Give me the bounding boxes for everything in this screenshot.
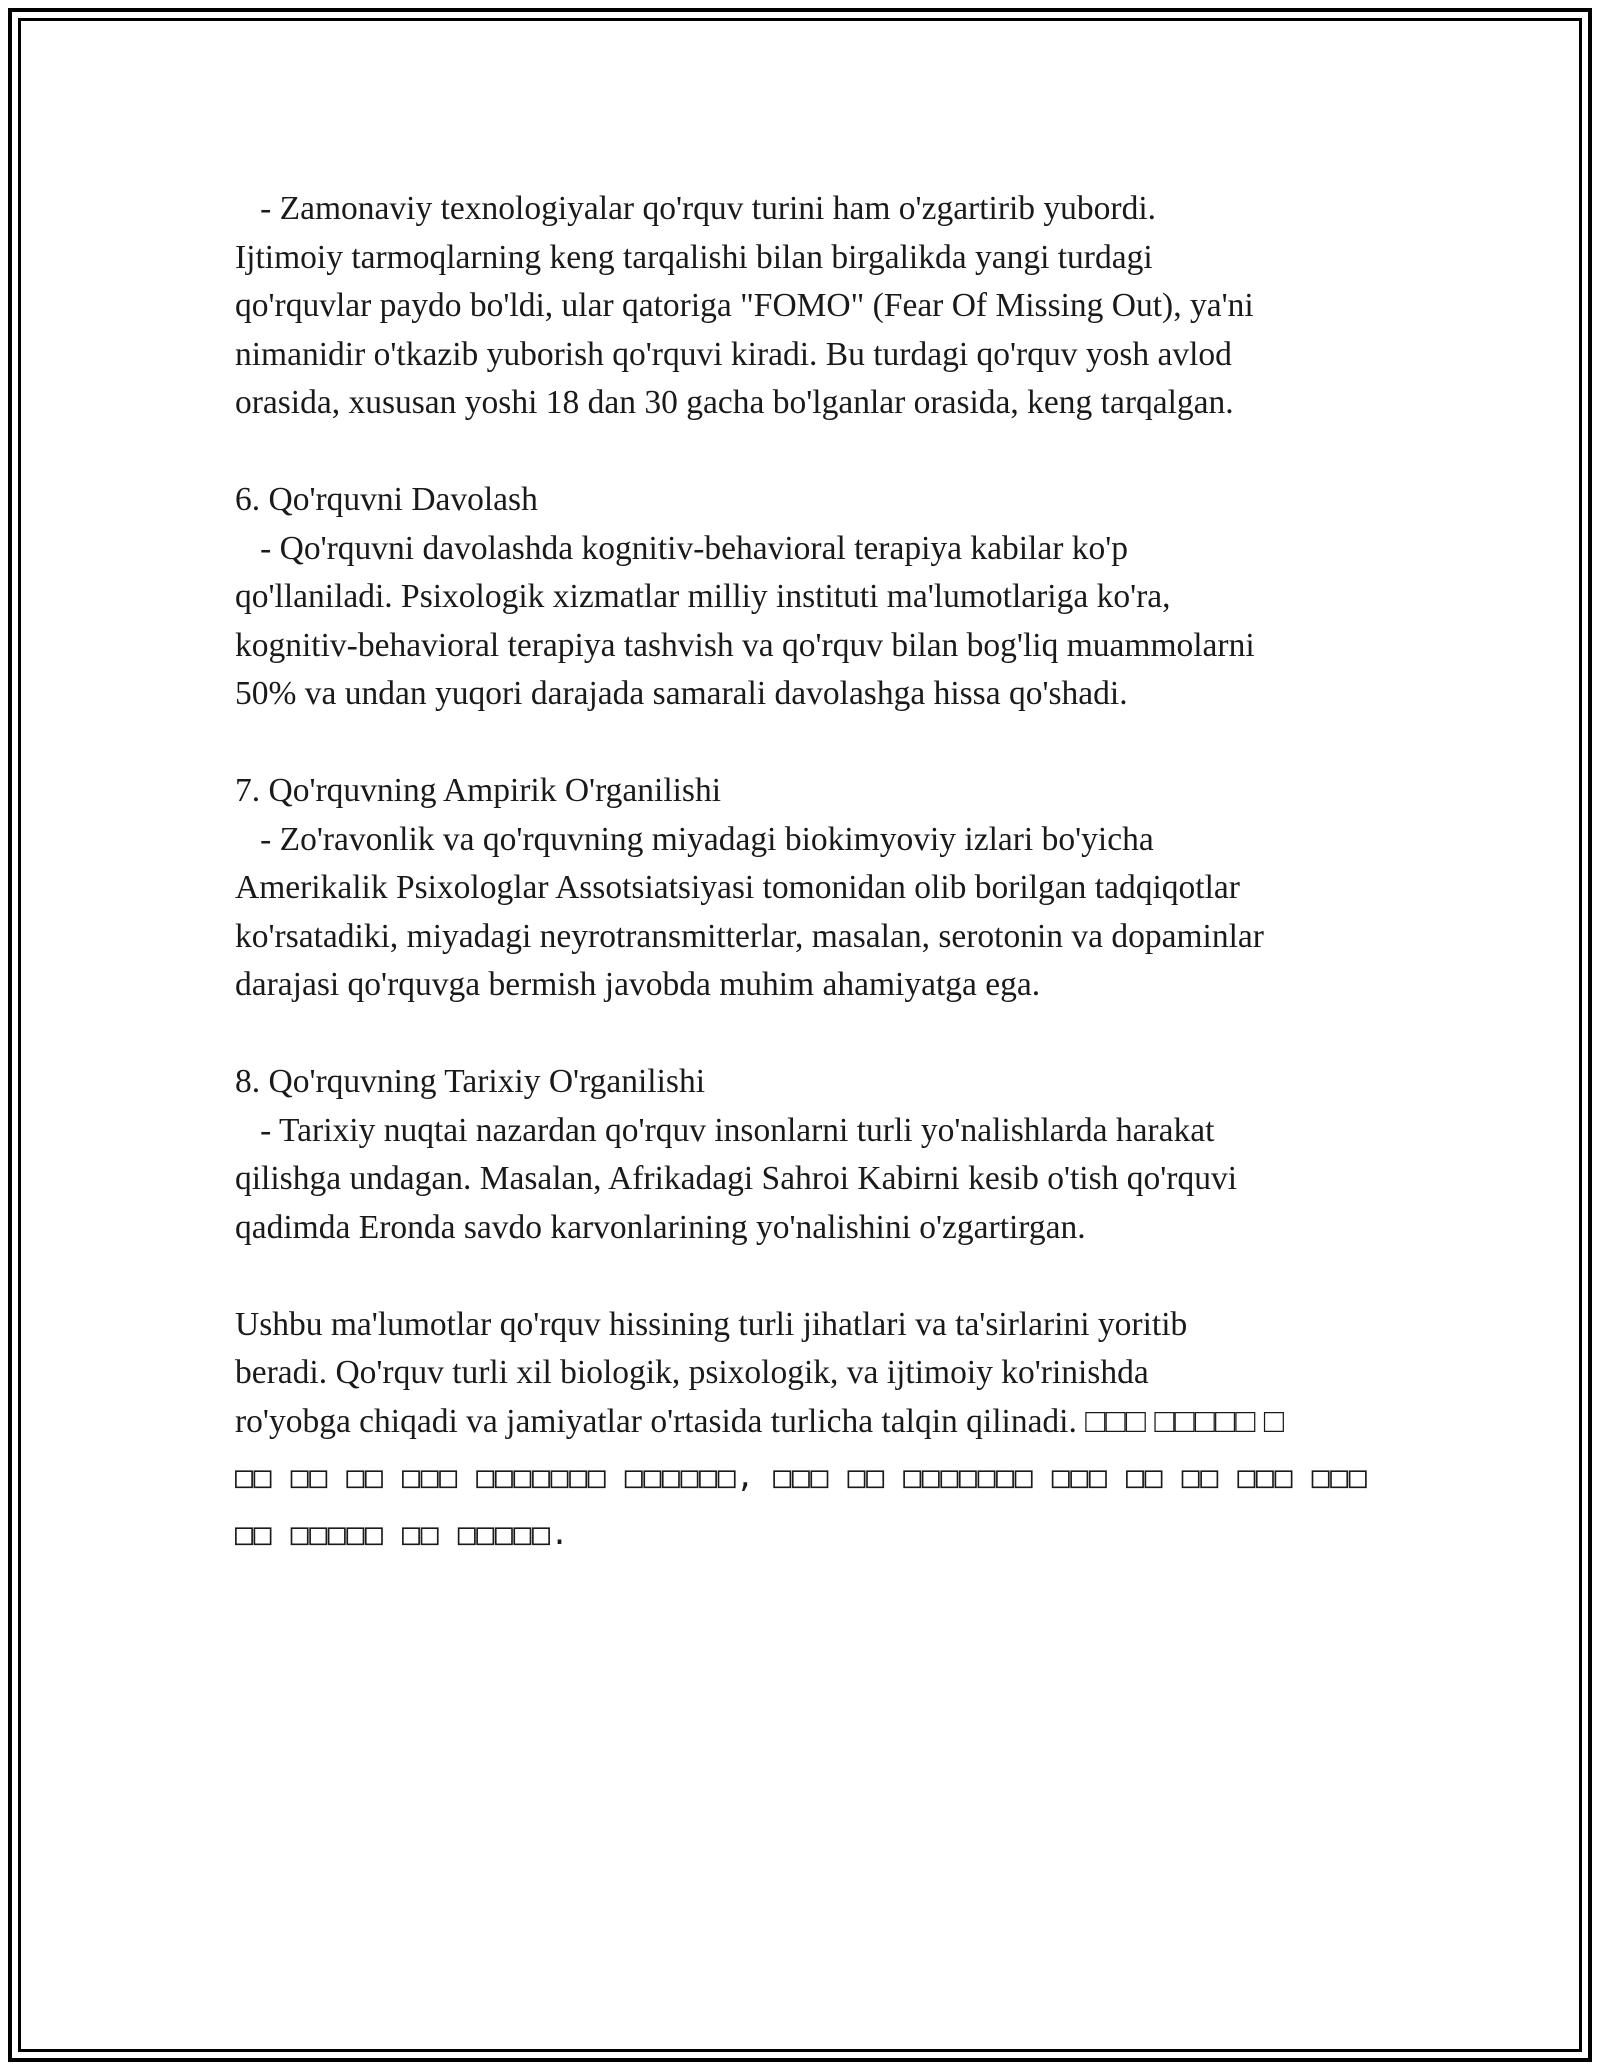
- section-line: - Tarixiy nuqtai nazardan qo'rquv insonlarni turli yo'nalishlarda harakat: [235, 1111, 1215, 1149]
- section-line: qadimda Eronda savdo karvonlarining yo'nalishini o'zgartirgan.: [235, 1208, 1086, 1246]
- section-line: qilishga undagan. Masalan, Afrikadagi Sahroi Kabirni kesib o'tish qo'rquvi: [235, 1160, 1238, 1197]
- intro-line: qo'rquvlar paydo bo'ldi, ular qatoriga "FOMO" (Fear Of Missing Out), ya'ni: [235, 287, 1254, 324]
- section-line: kognitiv-behavioral terapiya tashvish va qo'rquv bilan bog'liq muammolarni: [235, 626, 1255, 664]
- closing-paragraph: [235, 1301, 1368, 1560]
- section-empirical-study: [235, 767, 1365, 1010]
- intro-line: Ijtimoiy tarmoqlarning keng tarqalishi bilan birgalikda yangi turdagi: [235, 238, 1153, 276]
- section-line: qo'llaniladi. Psixologik xizmatlar milliy instituti ma'lumotlariga ko'ra,: [235, 578, 1171, 615]
- section-line: ko'rsatadiki, miyadagi neyrotransmitterlar, masalan, serotonin va dopaminlar: [235, 917, 1264, 955]
- document-body: [235, 185, 1368, 1608]
- closing-line: beradi. Qo'rquv turli xil biologik, psixologik, va ijtimoiy ko'rinishda: [235, 1354, 1149, 1391]
- closing-line: ro'yobga chiqadi va jamiyatlar o'rtasida turlicha talqin qilinadi. □□□ □□□□□ □: [235, 1402, 1285, 1440]
- section-heading: 7. Qo'rquvning Ampirik O'rganilishi: [235, 772, 722, 809]
- section-heading: 8. Qo'rquvning Tarixiy O'rganilishi: [235, 1063, 706, 1100]
- section-line: darajasi qo'rquvga bermish javobda muhim ahamiyatga ega.: [235, 966, 1041, 1003]
- intro-line: - Zamonaviy texnologiyalar qo'rquv turini ham o'zgartirib yubordi.: [235, 190, 1157, 227]
- intro-paragraph: [235, 185, 1365, 428]
- section-treatment: [235, 476, 1365, 719]
- closing-line-missing-glyphs: □□ □□□□□ □□ □□□□□.: [235, 1516, 570, 1552]
- section-line: Amerikalik Psixologlar Assotsiatsiyasi tomonidan olib borilgan tadqiqotlar: [235, 869, 1240, 906]
- closing-line: Ushbu ma'lumotlar qo'rquv hissining turli jihatlari va ta'sirlarini yoritib: [235, 1305, 1188, 1343]
- intro-line: orasida, xususan yoshi 18 dan 30 gacha bo'lganlar orasida, keng tarqalgan.: [235, 384, 1234, 421]
- section-historical-study: [235, 1058, 1365, 1252]
- section-heading: 6. Qo'rquvni Davolash: [235, 481, 538, 518]
- intro-line: nimanidir o'tkazib yuborish qo'rquvi kiradi. Bu turdagi qo'rquv yosh avlod: [235, 335, 1232, 373]
- section-line: 50% va undan yuqori darajada samarali davolashga hissa qo'shadi.: [235, 675, 1128, 712]
- section-line: - Qo'rquvni davolashda kognitiv-behavioral terapiya kabilar ko'p: [235, 529, 1129, 567]
- section-line: - Zo'ravonlik va qo'rquvning miyadagi biokimyoviy izlari bo'yicha: [235, 820, 1154, 858]
- closing-line-missing-glyphs: □□ □□ □□ □□□ □□□□□□□ □□□□□□, □□□ □□ □□□□□□□ □□□ □□ □□ □□□ □□□: [235, 1460, 1368, 1495]
